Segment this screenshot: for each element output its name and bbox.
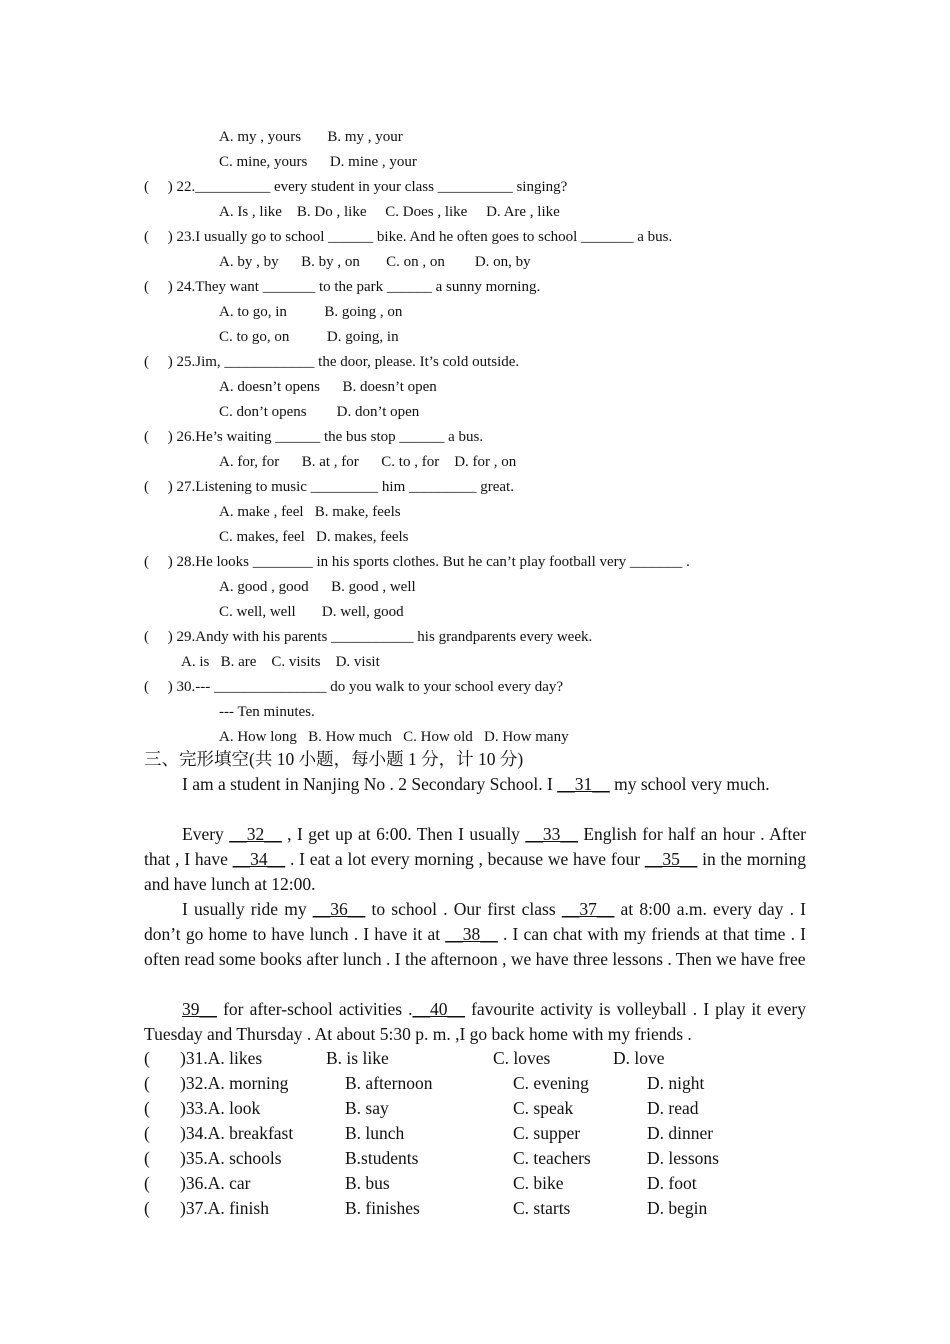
question-29: ( ) 29.Andy with his parents ___________ his grandparents every week. xyxy=(144,629,593,645)
q30-reply: --- Ten minutes. xyxy=(219,704,315,720)
q28-options-line1: A. good , good B. good , well xyxy=(219,579,416,595)
passage-paragraph-2: Every __32__ , I get up at 6:00. Then I usually __33__ English for half an hour . After that , I have __34__ . I eat a lot every morning , because we have four __35__ in the morning and have lunch at 12:00. xyxy=(144,824,807,894)
blank-34: __34__ xyxy=(232,849,286,869)
blank-33: __33__ xyxy=(525,824,578,844)
blank-36: __36__ xyxy=(312,899,366,919)
passage-paragraph-1: I am a student in Nanjing No . 2 Secondary School. I __31__ my school very much. xyxy=(182,774,770,794)
q27-options-line1: A. make , feel B. make, feels xyxy=(219,504,401,520)
question-30: ( ) 30.--- _______________ do you walk to your school every day? xyxy=(144,679,564,695)
q26-options: A. for, for B. at , for C. to , for D. for , on xyxy=(219,454,517,470)
blank-31: __31__ xyxy=(557,774,610,794)
q29-options: A. is B. are C. visits D. visit xyxy=(181,654,380,670)
q25-options-line2: C. don’t opens D. don’t open xyxy=(219,404,420,420)
blank-32: __32__ xyxy=(229,824,282,844)
blank-37: __37__ xyxy=(561,899,615,919)
passage-paragraph-4: 39__ for after-school activities .__40__ favourite activity is volleyball . I play it every Tuesday and Thursday . At about 5:30 p. m. ,I go back home with my friends . xyxy=(144,999,806,1044)
blank-39: 39__ xyxy=(182,999,217,1019)
question-24: ( ) 24.They want _______ to the park ______ a sunny morning. xyxy=(144,279,541,295)
q30-options: A. How long B. How much C. How old D. How many xyxy=(219,729,569,745)
q24-options-line1: A. to go, in B. going , on xyxy=(219,304,403,320)
q21-options-line1: A. my , yours B. my , your xyxy=(219,129,403,145)
section-heading: 三、完形填空(共 10 小题，每小题 1 分，计 10 分) xyxy=(144,749,524,769)
question-28: ( ) 28.He looks ________ in his sports clothes. But he can’t play football very _______ . xyxy=(144,554,690,570)
question-26: ( ) 26.He’s waiting ______ the bus stop ______ a bus. xyxy=(144,429,484,445)
question-25: ( ) 25.Jim, ____________ the door, please. It’s cold outside. xyxy=(144,354,520,370)
question-23: ( ) 23.I usually go to school ______ bike. And he often goes to school _______ a bus. xyxy=(144,229,673,245)
blank-38: __38__ xyxy=(445,924,498,944)
q21-options-line2: C. mine, yours D. mine , your xyxy=(219,154,417,170)
q22-options: A. Is , like B. Do , like C. Does , like D. Are , like xyxy=(219,204,560,220)
q24-options-line2: C. to go, on D. going, in xyxy=(219,329,399,345)
q27-options-line2: C. makes, feel D. makes, feels xyxy=(219,529,409,545)
blank-40: __40__ xyxy=(412,999,466,1019)
q23-options: A. by , by B. by , on C. on , on D. on, by xyxy=(219,254,531,270)
question-22: ( ) 22.__________ every student in your class __________ singing? xyxy=(144,179,568,195)
blank-35: __35__ xyxy=(644,849,698,869)
q25-options-line1: A. doesn’t opens B. doesn’t open xyxy=(219,379,437,395)
q28-options-line2: C. well, well D. well, good xyxy=(219,604,404,620)
question-27: ( ) 27.Listening to music _________ him _________ great. xyxy=(144,479,514,495)
passage-paragraph-3: I usually ride my __36__ to school . Our first class __37__ at 8:00 a.m. every day . I don’t go home to have lunch . I have it at __38__ . I can chat with my friends at that time . I often read some books after lunch . I the afternoon , we have three lessons . Then we have free xyxy=(144,899,806,969)
